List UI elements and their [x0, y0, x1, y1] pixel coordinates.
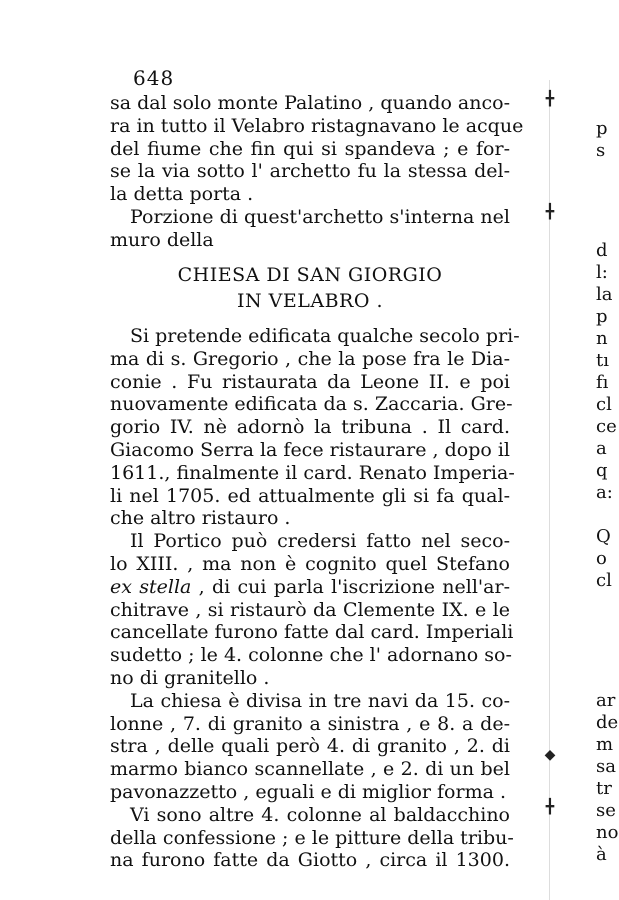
fragment-text: de — [596, 712, 619, 733]
text-line: cancellate furono fatte dal card. Imperiali — [110, 621, 514, 644]
text-line: chitrave , si ristaurò da Clemente IX. e le — [110, 598, 510, 621]
fragment-text: Q — [596, 526, 611, 547]
fragment-text: p — [596, 118, 608, 139]
fragment-text: la — [596, 284, 613, 305]
text-line: ex stella , di cui parla l'iscrizione nell'ar- — [110, 575, 510, 598]
fragment-text: no — [596, 822, 619, 843]
text-line: Vi sono altre 4. colonne al baldacchino — [130, 803, 510, 826]
fragment-text: n — [596, 328, 608, 349]
binding-mark-icon: ╋ — [545, 91, 555, 107]
text-line: La chiesa è divisa in tre navi da 15. co- — [130, 689, 510, 712]
text-line: li nel 1705. ed attualmente gli si fa qual- — [110, 484, 510, 507]
text-line: della confessione ; e le pitture della tribu- — [110, 826, 514, 849]
text-line: ma di s. Gregorio , che la pose fra le Dia- — [110, 347, 510, 370]
fragment-text: a — [596, 438, 607, 459]
fragment-text: s — [596, 140, 606, 161]
page-number: 648 — [133, 66, 175, 90]
fragment-text: fı — [596, 372, 609, 393]
page-gutter — [549, 80, 550, 900]
fragment-text: d — [596, 240, 608, 261]
binding-mark-icon: ╋ — [545, 799, 555, 815]
fragment-text: l: — [596, 262, 608, 283]
fragment-text: à — [596, 844, 607, 865]
top-paragraph — [110, 92, 524, 252]
fragment-text: tı — [596, 350, 609, 371]
heading-line: CHIESA DI SAN GIORGIO — [177, 264, 443, 286]
fragment-text: m — [596, 734, 614, 755]
text-line: marmo bianco scannellate , e 2. di un bel — [110, 758, 510, 781]
heading-line: IN VELABRO . — [236, 290, 384, 312]
text-line: Il Portico può credersi fatto nel seco- — [130, 530, 510, 553]
text-line: stra , delle quali però 4. di granito , 2. di — [110, 735, 510, 758]
text-line: conie . Fu ristaurata da Leone II. e poi — [110, 370, 510, 393]
text-line: se la via sotto l' archetto fu la stessa del- — [110, 160, 510, 183]
body-text — [110, 325, 520, 872]
fragment-text: sa — [596, 756, 616, 777]
fragment-text: cl — [596, 394, 612, 415]
text-line: gorio IV. nè adornò la tribuna . Il card. — [110, 416, 510, 439]
text-line: sa dal solo monte Palatino , quando anco- — [110, 92, 510, 114]
text-line: 1611., finalmente il card. Renato Imperia- — [110, 461, 515, 484]
text-line: la detta porta . — [110, 183, 254, 206]
text-line: no di granitello . — [110, 666, 270, 689]
fragment-text: tr — [596, 778, 612, 799]
text-line: na furono fatte da Giotto , circa il 1300. — [110, 849, 510, 872]
text-line: muro della — [110, 228, 214, 251]
fragment-text: a: — [596, 482, 613, 503]
fragment-text: o — [596, 548, 607, 569]
fragment-text: p — [596, 306, 608, 327]
text-line: ra in tutto il Velabro ristagnavano le acque — [110, 114, 524, 137]
fragment-text: q — [596, 460, 608, 481]
text-line: lonne , 7. di granito a sinistra , e 8. a de- — [110, 712, 510, 735]
italic-phrase: ex stella — [110, 575, 192, 598]
text-line: sudetto ; le 4. colonne che l' adornano so- — [110, 644, 512, 667]
text-line: Porzione di quest'archetto s'interna nel — [130, 205, 510, 228]
text-line: nuovamente edificata da s. Zaccaria. Gre- — [110, 393, 513, 416]
text-line: pavonazzetto , eguali e di miglior forma . — [110, 780, 506, 803]
text-line: Giacomo Serra la fece ristaurare , dopo il — [110, 438, 510, 461]
section-heading — [110, 262, 510, 314]
fragment-text: se — [596, 800, 616, 821]
fragment-text: cl — [596, 570, 612, 591]
text-line: lo XIII. , ma non è cognito quel Stefano — [110, 552, 510, 575]
text-line: Si pretende edificata qualche secolo pri- — [130, 325, 520, 347]
binding-mark-icon: ◆ — [544, 747, 556, 763]
text-line: che altro ristauro . — [110, 507, 291, 530]
fragment-text: ce — [596, 416, 617, 437]
fragment-text: ar — [596, 690, 616, 711]
text-line: del fiume che fin qui si spandeva ; e for- — [110, 137, 510, 160]
binding-mark-icon: ╋ — [545, 204, 555, 220]
